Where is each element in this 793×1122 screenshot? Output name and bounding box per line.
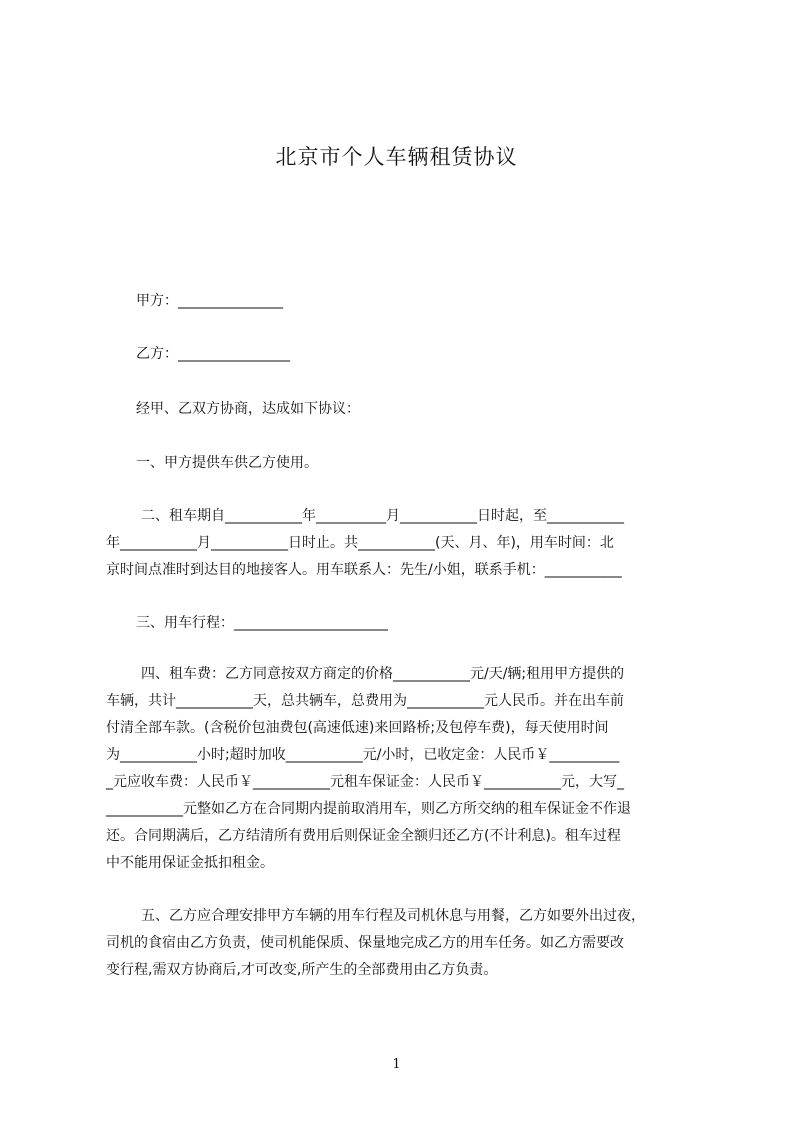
clause-1-line: 一、甲方提供车供乙方使用。	[136, 455, 318, 471]
preamble-line: 经甲、乙双方协商，达成如下协议：	[136, 401, 360, 417]
clause-4-line-1: 四、租车费：乙方同意按双方商定的价格___________元/天/辆;租用甲方提供的	[141, 666, 625, 682]
clause-3-line: 三、用车行程：______________________	[136, 615, 388, 631]
clause-4-line-5: _元应收车费：人民币￥___________元租车保证金：人民币￥___________元，大写_	[106, 774, 624, 790]
clause-4-line-7: 还。合同期满后，乙方结清所有费用后则保证金全额归还乙方(不计利息)。租车过程	[106, 828, 621, 844]
clause-4-line-8: 中不能用保证金抵扣租金。	[106, 855, 274, 871]
clause-2-line-2: 年___________月___________日时止。共___________(天、月、年)，用车时间：北	[106, 535, 614, 551]
clause-4-line-4: 为___________小时;超时加收___________元/小时，已收定金：人民币￥__________	[106, 747, 620, 763]
party-b-line: 乙方：________________	[136, 346, 290, 362]
clause-5-line-2: 司机的食宿由乙方负责，使司机能保质、保量地完成乙方的用车任务。如乙方需要改	[106, 935, 624, 951]
page-number: 1	[392, 1057, 401, 1072]
document-title: 北京市个人车辆租赁协议	[275, 145, 518, 169]
clause-4-line-2: 车辆，共计___________天，总共辆车，总费用为___________元人民币。并在出车前	[106, 693, 624, 709]
clause-2-line-3: 京时间点准时到达目的地接客人。用车联系人：先生/小姐，联系手机：___________	[106, 562, 622, 578]
clause-5-line-3: 变行程,需双方协商后,才可改变,所产生的全部费用由乙方负责。	[106, 962, 498, 978]
clause-2-line-1: 二、租车期自___________年__________月___________日时起，至___________	[141, 508, 624, 524]
clause-4-line-6: ___________元整如乙方在合同期内提前取消用车，则乙方所交纳的租车保证金不作退	[106, 801, 631, 817]
clause-5-line-1: 五、乙方应合理安排甲方车辆的用车行程及司机休息与用餐，乙方如要外出过夜，	[141, 908, 645, 924]
party-a-line: 甲方：_______________	[136, 293, 283, 309]
clause-4-line-3: 付清全部车款。(含税价包油费包(高速低速)来回路桥;及包停车费)，每天使用时间	[106, 720, 609, 736]
